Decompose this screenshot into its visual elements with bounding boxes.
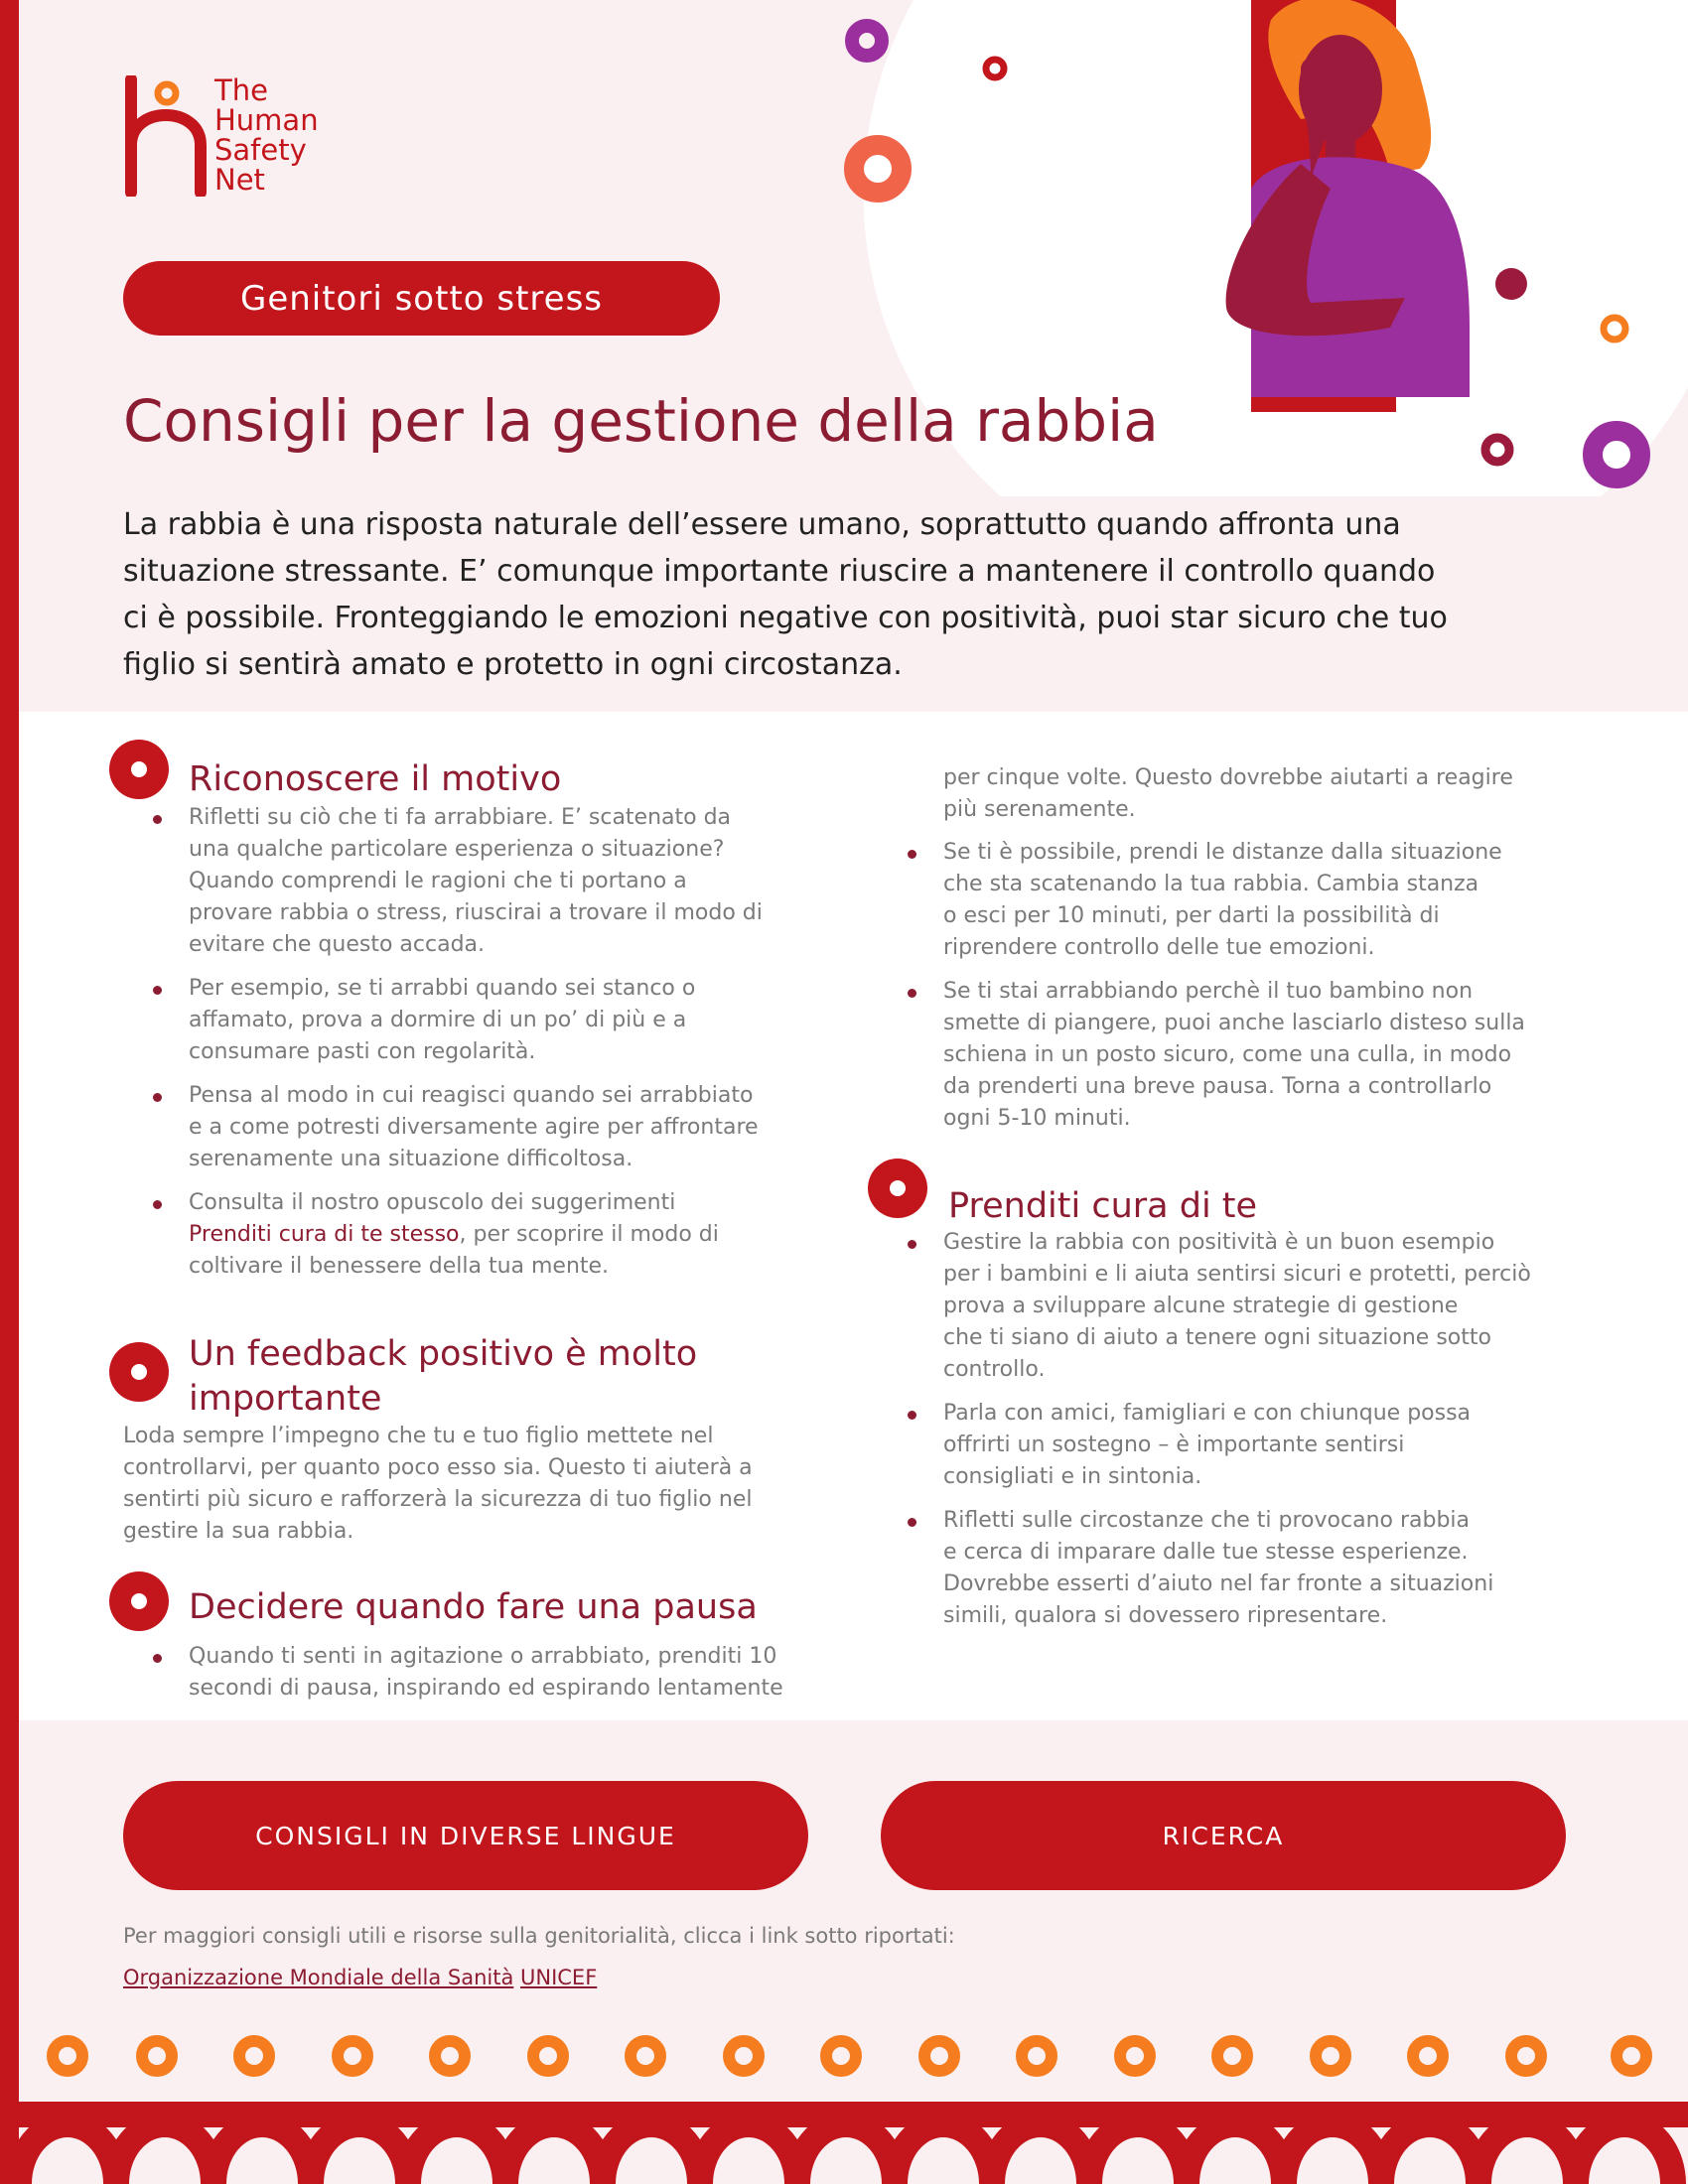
footer-note: Per maggiori consigli utili e risorse sulla genitorialità, clicca i link sotto riportati: — [123, 1924, 955, 1948]
item-line: riprendere controllo delle tue emozioni. — [943, 935, 1375, 960]
intro-line: situazione stressante. E’ comunque importante riuscire a mantenere il controllo quando — [123, 554, 1436, 589]
brand-name — [214, 75, 319, 195]
who-link[interactable]: Organizzazione Mondiale della Sanità — [123, 1966, 514, 1989]
brand-line: The — [214, 73, 268, 107]
brand-line: Human — [214, 103, 319, 137]
item-line: provare rabbia o stress, riuscirai a trovare il modo di — [189, 900, 763, 925]
item-line: ogni 5-10 minuti. — [943, 1106, 1131, 1131]
item-line: Parla con amici, famigliari e con chiunque possa — [943, 1401, 1472, 1426]
item-line: Quando ti senti in agitazione o arrabbiato, prenditi 10 — [189, 1644, 777, 1669]
brand-line: Safety — [214, 133, 307, 167]
item-line: Rifletti sulle circostanze che ti provocano rabbia — [943, 1508, 1471, 1533]
item-line: prova a sviluppare alcune strategie di gestione — [943, 1294, 1459, 1318]
feedback-paragraph — [123, 1421, 753, 1548]
para-line: Loda sempre l’impegno che tu e tuo figlio mettete nel — [123, 1424, 714, 1448]
item-line: offrirti un sostegno – è importante sentirsi — [943, 1433, 1405, 1457]
item-line: una qualche particolare esperienza o situazione? — [189, 837, 725, 862]
languages-button[interactable]: CONSIGLI IN DIVERSE LINGUE — [123, 1781, 808, 1890]
maroon-dot-icon — [1495, 268, 1527, 300]
item-line: Consulta il nostro opuscolo dei suggerimenti — [189, 1190, 676, 1215]
item-line: consigliati e in sintonia. — [943, 1464, 1202, 1489]
coral-ring-icon — [854, 145, 902, 193]
item-line: e a come potresti diversamente agire per affrontare — [189, 1115, 759, 1140]
item-line: Se ti è possibile, prendi le distanze dalla situazione — [943, 840, 1502, 865]
brand-line: Net — [214, 163, 265, 197]
list-item — [153, 973, 788, 1068]
purple-ring-icon — [852, 26, 882, 56]
item-line: coltivare il benessere della tua mente. — [189, 1254, 610, 1279]
item-line: o esci per 10 minuti, per darti la possibilità di — [943, 903, 1440, 928]
item-line: che sta scatenando la tua rabbia. Cambia stanza — [943, 872, 1479, 896]
orange-ring-icon — [1604, 318, 1625, 340]
para-line: per cinque volte. Questo dovrebbe aiutarti a reagire — [943, 765, 1513, 790]
list-item — [908, 837, 1583, 964]
section-title-pausa: Decidere quando fare una pausa — [189, 1587, 758, 1627]
footer-links — [123, 1966, 597, 1989]
item-line-rest: , per scoprire il modo di — [459, 1222, 719, 1247]
item-line: Pensa al modo in cui reagisci quando sei arrabbiato — [189, 1083, 754, 1108]
pausa-list-start — [153, 1641, 808, 1716]
item-line: Se ti stai arrabbiando perchè il tuo bambino non — [943, 979, 1474, 1004]
section-marker-icon — [107, 1570, 171, 1633]
item-line: da prenderti una breve pausa. Torna a controllarlo — [943, 1074, 1492, 1099]
footer-decor-pattern — [19, 2025, 1688, 2184]
item-line: per i bambini e li aiuta sentirsi sicuri e protetti, perciò — [943, 1262, 1531, 1287]
list-item — [908, 1227, 1603, 1386]
unicef-link[interactable]: UNICEF — [520, 1966, 598, 1989]
intro-line: figlio si sentirà amato e protetto in ogni circostanza. — [123, 647, 903, 682]
item-line: affamato, prova a dormire di un po’ di più e a — [189, 1008, 687, 1032]
cura-list — [908, 1227, 1603, 1644]
item-line: Rifletti su ciò che ti fa arrabbiare. E’ scatenato da — [189, 805, 732, 830]
item-line: Dovrebbe esserti d’aiuto nel far fronte a situazioni — [943, 1571, 1494, 1596]
list-item — [908, 976, 1583, 1135]
list-item — [153, 1187, 788, 1283]
list-item — [908, 1505, 1603, 1632]
section-title-cura: Prenditi cura di te — [948, 1186, 1258, 1226]
intro-paragraph — [123, 501, 1573, 688]
para-line: sentirti più sicuro e rafforzerà la sicurezza di tuo figlio nel — [123, 1487, 753, 1512]
list-item — [908, 1398, 1603, 1493]
pausa-continuation — [943, 762, 1513, 826]
item-line: che ti siano di aiuto a tenere ogni situazione sotto — [943, 1325, 1491, 1350]
title-line: importante — [189, 1379, 382, 1419]
topic-tag: Genitori sotto stress — [123, 261, 720, 336]
item-line: controllo. — [943, 1357, 1046, 1382]
list-item — [153, 802, 788, 961]
red-ring-icon — [986, 60, 1004, 77]
item-line — [189, 1219, 788, 1251]
item-line: Quando comprendi le ragioni che ti portano a — [189, 869, 687, 893]
maroon-ring-icon — [1485, 438, 1509, 462]
section-marker-icon — [107, 738, 171, 801]
item-line: consumare pasti con regolarità. — [189, 1039, 536, 1064]
purple-ring-large-icon — [1593, 431, 1640, 478]
section-marker-icon — [107, 1340, 171, 1404]
list-item — [153, 1080, 788, 1175]
self-care-brochure-link[interactable]: Prenditi cura di te stesso — [189, 1222, 460, 1247]
item-line: secondi di pausa, inspirando ed espirando lentamente — [189, 1676, 783, 1701]
section-title-riconoscere: Riconoscere il motivo — [189, 759, 562, 799]
item-line: schiena in un posto sicuro, come una culla, in modo — [943, 1042, 1512, 1067]
intro-line: ci è possibile. Fronteggiando le emozioni negative con positività, puoi star sicuro che tuo — [123, 601, 1448, 635]
page-title: Consigli per la gestione della rabbia — [123, 387, 1159, 455]
para-line: più serenamente. — [943, 797, 1136, 822]
section-marker-icon — [866, 1157, 929, 1220]
para-line: controllarvi, per quanto poco esso sia. Questo ti aiuterà a — [123, 1455, 753, 1480]
research-button[interactable]: RICERCA — [881, 1781, 1566, 1890]
brand-logo-icon — [123, 75, 208, 197]
item-line: evitare che questo accada. — [189, 932, 486, 957]
item-line: simili, qualora si dovessero ripresentare. — [943, 1603, 1388, 1628]
list-item — [153, 1641, 808, 1705]
item-line: Gestire la rabbia con positività è un buon esempio — [943, 1230, 1495, 1255]
section-title-feedback — [189, 1332, 697, 1422]
item-line: serenamente una situazione difficoltosa. — [189, 1147, 633, 1171]
para-line: gestire la sua rabbia. — [123, 1519, 354, 1544]
pausa-list-cont — [908, 837, 1583, 1147]
item-line: smette di piangere, puoi anche lasciarlo disteso sulla — [943, 1011, 1525, 1035]
riconoscere-list — [153, 802, 788, 1295]
title-line: Un feedback positivo è molto — [189, 1334, 698, 1374]
item-line: e cerca di imparare dalle tue stesse esperienze. — [943, 1540, 1469, 1565]
intro-line: La rabbia è una risposta naturale dell’essere umano, soprattutto quando affronta una — [123, 507, 1401, 542]
item-line: Per esempio, se ti arrabbi quando sei stanco o — [189, 976, 696, 1001]
